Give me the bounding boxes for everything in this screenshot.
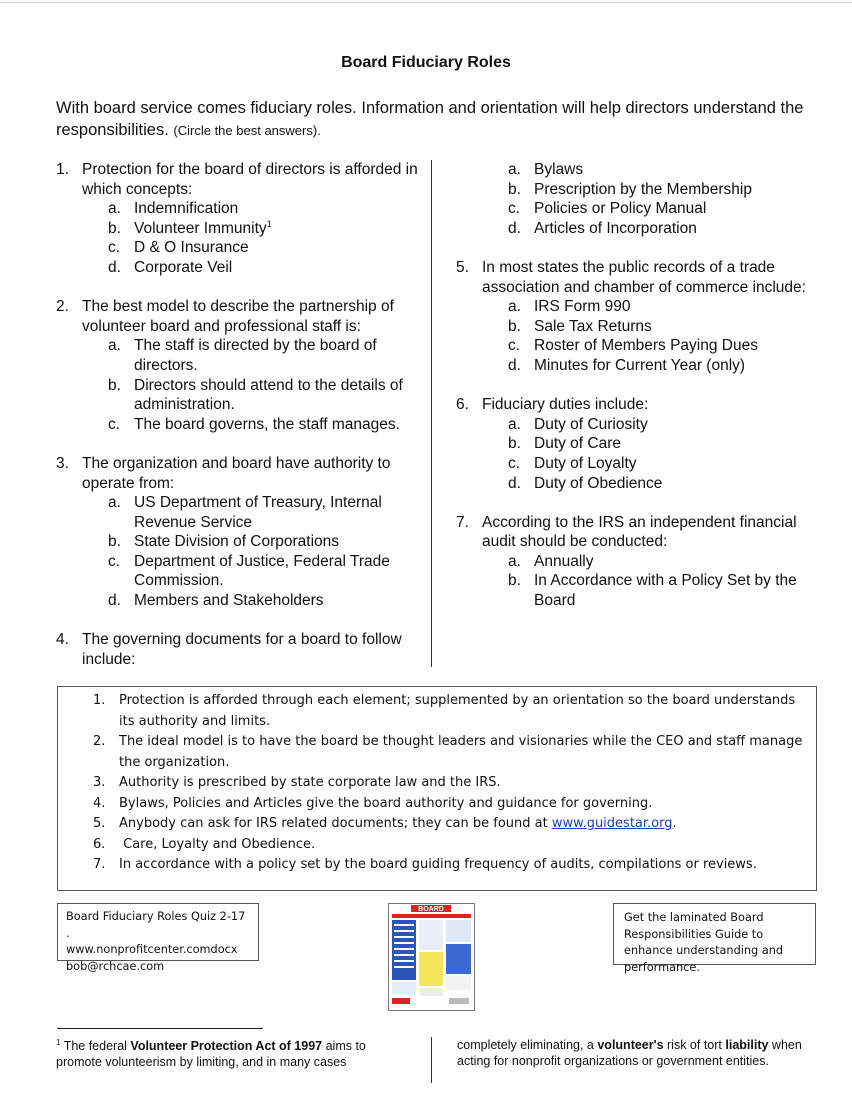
answer-item: [93, 773, 808, 794]
footnote-act-name: Volunteer Protection Act of 1997: [130, 1039, 323, 1053]
option-text: Sale Tax Returns: [534, 317, 652, 335]
option-text: Department of Justice, Federal Trade Commission.: [134, 552, 390, 590]
option-text: Directors should attend to the details of administration.: [134, 376, 403, 414]
option-letter: b.: [108, 219, 121, 237]
option-text: Bylaws: [534, 161, 584, 178]
footnote-text: aims to promote volunteerism by limiting, and in many cases: [56, 1039, 366, 1069]
footnote-divider: [431, 1037, 432, 1083]
quiz-info-title: Board Fiduciary Roles Quiz 2-17 .: [66, 910, 246, 940]
footnote-text: when acting for nonprofit organizations or government entities.: [457, 1038, 802, 1068]
question-number: 2.: [56, 298, 69, 316]
option[interactable]: [508, 336, 826, 356]
answer-number: 7.: [93, 857, 106, 872]
quiz-info-email[interactable]: bob@rchcae.com: [66, 959, 165, 973]
answer-text: The ideal model is to have the board be thought leaders and visionaries while the CEO and staff manage the organization.: [119, 734, 803, 770]
option-letter: d.: [508, 474, 521, 492]
option-letter: c.: [508, 337, 521, 355]
option-text: Duty of Curiosity: [534, 415, 648, 433]
guide-cover-thumbnail-icon: [389, 904, 474, 1010]
footnote-bold-volunteer: volunteer's: [597, 1038, 664, 1052]
answer-text: Care, Loyalty and Obedience.: [119, 836, 316, 852]
guide-promo-box: [613, 903, 816, 974]
quiz-info-website[interactable]: www.nonprofitcenter.comdocx: [66, 943, 238, 956]
answer-text: In accordance with a policy set by the board guiding frequency of audits, compilations or reviews.: [119, 857, 757, 872]
answer-item: [93, 835, 808, 856]
intro-text: With board service comes fiduciary roles. Information and orientation will help directors understand the responsibilities.: [56, 99, 804, 139]
question-5: [456, 258, 826, 376]
option-text: Members and Stakeholders: [134, 592, 324, 610]
option[interactable]: [508, 552, 826, 572]
answer-number: 6.: [93, 836, 106, 852]
question-text: The organization and board have authority to operate from:: [82, 454, 391, 492]
option-letter: b.: [508, 435, 521, 453]
option[interactable]: [108, 199, 426, 219]
option[interactable]: [508, 454, 826, 474]
option[interactable]: [508, 415, 826, 435]
answer-text: Protection is afforded through each element; supplemented by an orientation so the board understands its authority and limits.: [119, 693, 796, 729]
option-text: Prescription by the Membership: [534, 180, 752, 198]
question-text: In most states the public records of a trade association and chamber of commerce include:: [482, 258, 806, 296]
option[interactable]: [508, 356, 826, 376]
option-text: State Division of Corporations: [134, 533, 340, 551]
question-number: 1.: [56, 161, 69, 178]
answer-item: [93, 794, 808, 815]
quiz-info-box: [57, 903, 259, 973]
answer-item: [93, 691, 808, 732]
question-6: [456, 395, 826, 493]
answer-number: 5.: [93, 816, 106, 831]
option-letter: b.: [108, 376, 121, 394]
option-letter: c.: [108, 239, 121, 257]
question-number: 6.: [456, 396, 469, 414]
footnote-right: [457, 1037, 807, 1069]
option[interactable]: [108, 591, 426, 611]
board-guide-cover-image[interactable]: [388, 903, 475, 1011]
option-text: The board governs, the staff manages.: [134, 415, 400, 433]
footnote-text: The federal: [60, 1039, 131, 1053]
option[interactable]: [508, 571, 826, 610]
option-text: The staff is directed by the board of directors.: [134, 337, 377, 374]
option[interactable]: [508, 199, 826, 219]
option[interactable]: [108, 238, 426, 258]
questions-right-column: [456, 160, 826, 630]
option[interactable]: [108, 336, 426, 375]
question-text: Fiduciary duties include:: [482, 396, 649, 414]
top-rule: [0, 2, 852, 3]
option[interactable]: [508, 474, 826, 494]
answer-item: [93, 732, 808, 773]
footnote-text: completely eliminating, a: [457, 1038, 598, 1052]
option-letter: c.: [508, 200, 521, 218]
question-text: The best model to describe the partnership of volunteer board and professional staff is:: [82, 298, 394, 335]
question-1: [56, 160, 426, 278]
answer-item: [93, 855, 808, 876]
option-letter: a.: [108, 337, 121, 355]
answer-number: 2.: [93, 734, 106, 749]
option[interactable]: [108, 493, 426, 532]
option-letter: a.: [508, 298, 521, 316]
option[interactable]: [108, 415, 426, 435]
question-2: [56, 297, 426, 434]
footnote-left: [56, 1038, 396, 1070]
option-letter: c.: [108, 552, 121, 570]
option[interactable]: [508, 317, 826, 337]
option-text: In Accordance with a Policy Set by the Board: [534, 572, 797, 610]
option-letter: c.: [108, 415, 121, 433]
option[interactable]: [508, 434, 826, 454]
intro-note: (Circle the best answers).: [173, 123, 321, 138]
footnote-marker: 1: [56, 1037, 61, 1047]
footnote-bold-liability: liability: [725, 1038, 769, 1052]
question-4: [56, 630, 426, 669]
column-divider: [431, 160, 432, 667]
option[interactable]: [508, 180, 826, 200]
answer-item: [93, 814, 808, 835]
answer-key-box: [57, 686, 817, 891]
option[interactable]: [108, 258, 426, 278]
question-text: According to the IRS an independent financial audit should be conducted:: [482, 513, 797, 551]
option-text: Policies or Policy Manual: [534, 200, 707, 218]
option-letter: b.: [108, 533, 121, 551]
answer-text-end: .: [672, 816, 677, 831]
option-text: Volunteer Immunity: [134, 219, 267, 237]
option-letter: b.: [508, 317, 521, 335]
answer-number: 3.: [93, 775, 106, 790]
answer-text: Bylaws, Policies and Articles give the board authority and guidance for governing.: [119, 795, 653, 811]
option-text: Minutes for Current Year (only): [534, 356, 746, 374]
guidestar-link[interactable]: www.guidestar.org: [551, 816, 673, 831]
option-text: D & O Insurance: [134, 239, 249, 257]
guide-promo-text: Get the laminated Board Responsibilities Guide to enhance understanding and performance.: [624, 911, 784, 974]
option-text: Duty of Obedience: [534, 474, 663, 492]
question-7: [456, 513, 826, 611]
option-letter: a.: [508, 415, 521, 433]
option-letter: c.: [508, 454, 521, 472]
question-3: [56, 454, 426, 611]
questions-left-column: [56, 160, 426, 689]
option-text: Articles of Incorporation: [534, 219, 697, 237]
option[interactable]: [508, 219, 826, 239]
option-text: Indemnification: [134, 200, 239, 218]
option-letter: a.: [508, 552, 521, 570]
question-number: 3.: [56, 454, 69, 472]
footnote-text: risk of tort: [663, 1038, 726, 1052]
answer-text: Authority is prescribed by state corporate law and the IRS.: [119, 775, 501, 790]
question-text: Protection for the board of directors is afforded in which concepts:: [82, 161, 418, 198]
option-text: US Department of Treasury, Internal Revenue Service: [134, 494, 382, 531]
option-text: Corporate Veil: [134, 258, 233, 276]
answer-text: Anybody can ask for IRS related documents; they can be found at: [119, 816, 552, 831]
option-text: Duty of Loyalty: [534, 454, 637, 472]
option[interactable]: [108, 219, 426, 239]
footnote-ref[interactable]: 1: [266, 218, 272, 229]
option[interactable]: [508, 160, 826, 180]
option-letter: a.: [508, 161, 521, 178]
option-text: Duty of Care: [534, 435, 622, 453]
footnote-rule: [57, 1028, 263, 1029]
question-4-options: [456, 160, 826, 238]
page-title: Board Fiduciary Roles: [341, 54, 511, 71]
question-number: 4.: [56, 631, 69, 649]
option-text: IRS Form 990: [534, 298, 631, 316]
answer-number: 1.: [93, 693, 106, 708]
option[interactable]: [508, 297, 826, 317]
option-letter: b.: [508, 180, 521, 198]
option-letter: a.: [108, 494, 121, 512]
option-letter: d.: [508, 219, 521, 237]
option-letter: a.: [108, 200, 121, 218]
option-letter: d.: [108, 592, 121, 610]
intro-paragraph: [56, 97, 816, 142]
option-letter: d.: [508, 356, 521, 374]
option[interactable]: [108, 552, 426, 591]
option-letter: d.: [108, 258, 121, 276]
option-text: Roster of Members Paying Dues: [534, 337, 758, 355]
option[interactable]: [108, 532, 426, 552]
option-text: Annually: [534, 552, 594, 570]
thumbnail-label: BOARD: [418, 906, 444, 914]
question-number: 5.: [456, 258, 469, 276]
option[interactable]: [108, 376, 426, 415]
answer-number: 4.: [93, 795, 106, 811]
option-letter: b.: [508, 572, 521, 590]
question-text: The governing documents for a board to follow include:: [82, 631, 402, 668]
question-number: 7.: [456, 513, 469, 531]
